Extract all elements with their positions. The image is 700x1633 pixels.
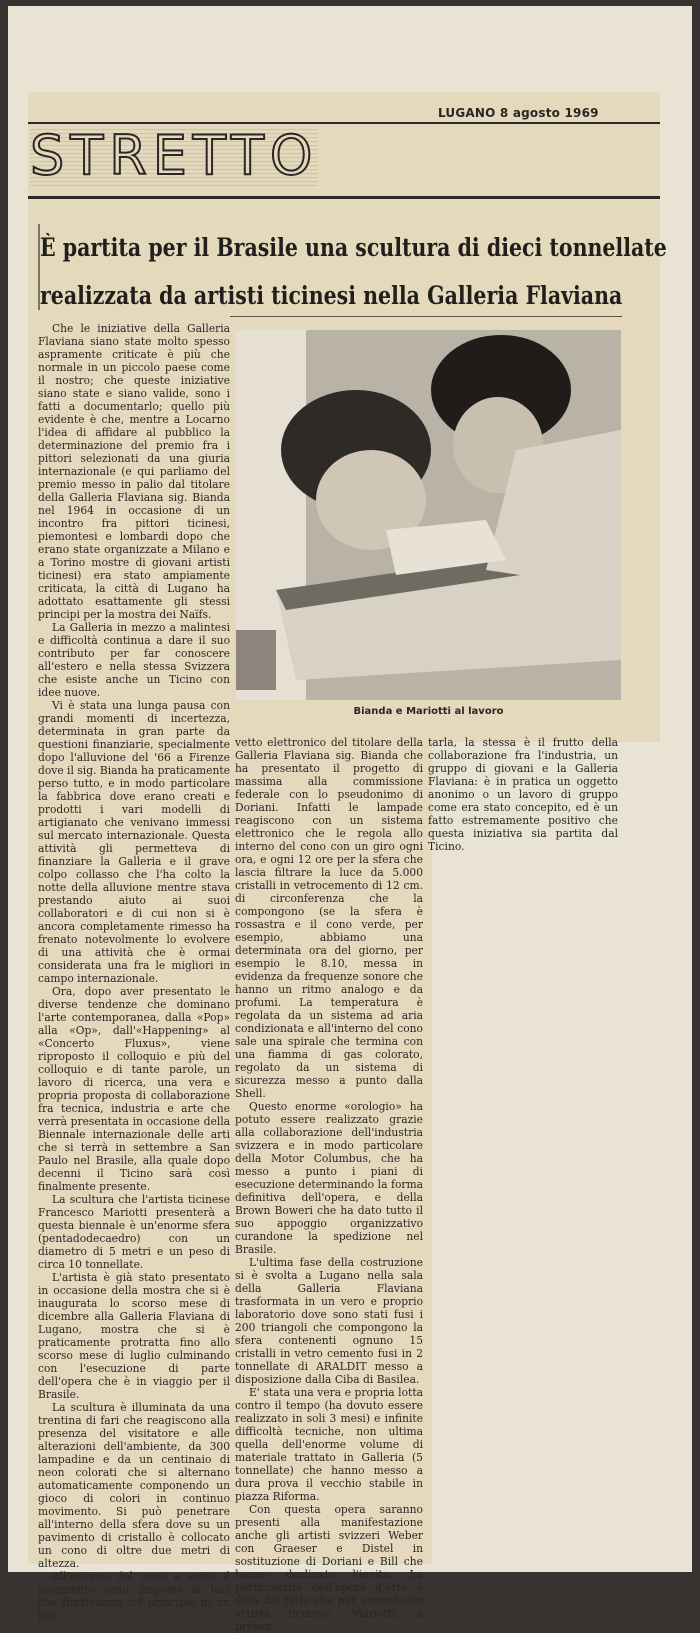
- paragraph: La scultura è illuminata da una trentina di fari che reagiscono alla presenza del visitatore e alle alterazioni dell'ambiente, da 300 lampadine e da un centinaio di neon colorati che si alternano automaticamente componendo un gioco di colori in continuo movimento. Si può penetrare all'interno della sfera dove su un pavimento di cristallo è collocato un cono di oltre due metri di altezza.: [38, 1401, 230, 1570]
- paragraph: Vi è stata una lunga pausa con grandi momenti di incertezza, determinata in gran parte da questioni finanziarie, specialmente dopo l'alluvione del '66 a Firenze dove il sig. Bianda ha praticamente perso tutto, e in modo particolare la fabbrica dove erano creati e prodotti i vari modelli di artigianato che venivano immessi sul mercato internazionale. Questa attività gli permetteva di finanziare la Galleria e il grave colpo collasso che l'ha colto la notte della alluvione mentre stava prestando aiuto ai suoi collaboratori e di cui non si è ancora completamente rimesso ha frenato notevolmente lo evolvere di una attività che è ormai considerata una fra le migliori in campo internazionale.: [38, 699, 230, 985]
- article-column-3: [428, 736, 618, 853]
- headline-line-2: realizzata da artisti ticinesi nella Galleria Flaviana: [40, 281, 623, 310]
- paragraph: E' stata una vera e propria lotta contro il tempo (ha dovuto essere realizzato in soli 3 mesi) e infinite difficoltà tecniche, non ultima quella dell'enorme volume di materiale trattato in Galleria (5 tonnellate) che hanno messo a dura prova il vecchio stabile in piazza Riforma.: [235, 1386, 423, 1503]
- photo-artists-at-work: [236, 330, 621, 700]
- paragraph: Con questa opera saranno presenti alla manifestazione anche gli artisti svizzeri Weber con Graeser e Distel in sostituzione di Doriani e Bill che hanno declinato l'invito. La particolarità dell'opera d'arte è data dal fatto che pur essendo un artista ticinese, Mariotti, a presen-: [235, 1503, 423, 1633]
- paragraph: Questo enorme «orologio» ha potuto essere realizzato grazie alla collaborazione dell'industria svizzera e in modo particolare della Motor Columbus, che ha messo a punto i piani di esecuzione determinando la forma definitiva dell'opera, e della Brown Boweri che ha dato tutto il suo appoggio organizzativo curandone la spedizione nel Brasile.: [235, 1100, 423, 1256]
- photo-illustration: [236, 330, 621, 700]
- paragraph: La scultura che l'artista ticinese Francesco Mariotti presenterà a questa biennale è un'enorme sfera (pentadodecaedro) con un diametro di 5 metri e un peso di circa 10 tonnellate.: [38, 1193, 230, 1271]
- paragraph: Che le iniziative della Galleria Flaviana siano state molto spesso aspramente criticate è più che normale in un piccolo paese come il nostro; che queste iniziative siano state e siano valide, sono i fatti a documentarlo; quello più evidente è che, mentre a Locarno l'idea di affidare al pubblico la determinazione del premio fra i pittori selezionati da una giuria internazionale (e qui parliamo del premio messo in palio dal titolare della Galleria Flaviana sig. Bianda nel 1964 in occasione di un incontro fra pittori ticinesi, piemontesi e lombardi dopo che erano state organizzate a Milano e a Torino mostre di giovani artisti ticinesi) era stato ampiamente criticata, la città di Lugano ha adottato esattamente gli stessi principi per la mostra dei Naïfs.: [38, 322, 230, 621]
- photo-caption: Bianda e Mariotti al lavoro: [353, 706, 504, 717]
- section-rule: [28, 196, 660, 199]
- paragraph: Ora, dopo aver presentato le diverse tendenze che dominano l'arte contemporanea, dalla «Pop» alla «Op», dall'«Happening» al «Concerto Fluxus», viene riproposto il colloquio e più del colloquio e di tante parole, un lavoro di ricerca, una vera e propria proposta di collaborazione fra tecnica, industria e arte che verrà presentata in occasione della Biennale internazionale delle arti che si terrà in settembre a San Paulo nel Brasile, alla quale dopo decenni il Ticino sarà così finalmente presente.: [38, 985, 230, 1193]
- dateline: LUGANO 8 agosto 1969: [438, 106, 599, 120]
- paragraph: vetto elettronico del titolare della Galleria Flaviana sig. Bianda che ha presentato il progetto di massima alla commissione federale con lo pseudonimo di Doriani. Infatti le lampade reagiscono con un sistema elettronico che le regola allo interno del cono con un giro ogni ora, e ogni 12 ore per la sfera che lascia filtrare la luce da 5.000 cristalli in vetrocemento di 12 cm. di circonferenza che la compongono (se la sfera è rossastra e il cono verde, per esempio, abbiamo una determinata ora del giorno, per esempio le 8.10, messa in evidenza da frequenze sonore che hanno un ritmo analogo e da profumi. La temperatura è regolata da un sistema ad aria condizionata e all'interno del cono sale una spirale che termina con una fiamma di gas colorato, regolato da un sistema di sicurezza messo a punto dalla Shell.: [235, 736, 423, 1100]
- paragraph: L'artista è già stato presentato in occasione della mostra che si è inaugurata lo scorso mese di dicembre alla Galleria Flaviana di Lugano, mostra che si è praticamente protratta fino allo scorso mese di luglio culminando con l'esecuzione di parte dell'opera che è in viaggio per il Brasile.: [38, 1271, 230, 1401]
- paragraph: La Galleria in mezzo a malintesi e difficoltà continua a dare il suo contributo per far conoscere all'estero e nella stessa Svizzera che esiste anche un Ticino con idee nuove.: [38, 621, 230, 699]
- section-title: STRETTO: [30, 124, 319, 187]
- paragraph: All'interno del cono e sotto il pavimento sono disposte le luci che funzionano col principio di un bre-: [38, 1570, 230, 1622]
- article-column-2: [235, 736, 423, 1633]
- headline-rule: [230, 316, 622, 317]
- headline-line-1: È partita per il Brasile una scultura di dieci tonnellate: [40, 233, 667, 262]
- paragraph: L'ultima fase della costruzione si è svolta a Lugano nella sala della Galleria Flaviana trasformata in un vero e proprio laboratorio dove sono stati fusi i 200 triangoli che compongono la sfera contenenti ognuno 15 cristalli in vetro cemento fusi in 2 tonnellate di ARALDIT messo a disposizione dalla Ciba di Basilea.: [235, 1256, 423, 1386]
- paragraph: tarla, la stessa è il frutto della collaborazione fra l'industria, un gruppo di giovani e la Galleria Flaviana: è in pratica un oggetto anonimo o un lavoro di gruppo come era stato concepito, ed è un fatto estremamente positivo che questa iniziativa sia partita dal Ticino.: [428, 736, 618, 853]
- article-column-1: [38, 322, 230, 1622]
